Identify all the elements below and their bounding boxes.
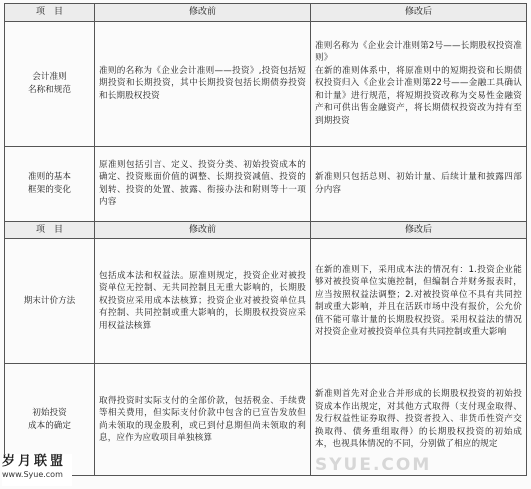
table-header-row — [5, 221, 527, 239]
comparison-table — [4, 3, 527, 476]
header-after: 修改后 — [311, 4, 527, 22]
table-row — [5, 364, 527, 476]
header-before: 修改前 — [95, 4, 311, 22]
row-label: 期末计价方法 — [5, 239, 95, 364]
logo-name: 岁月联盟 — [2, 454, 67, 469]
table-header-row — [5, 4, 527, 22]
header-after: 修改后 — [311, 221, 527, 239]
row-after: 在新的准则下，采用成本法的情况有：1.投资企业能够对被投资单位实施控制，但编制合并财务报表时，应当按照权益法调整；2.对被投资单位不具有共同控制或重大影响，并且在活跃市场中没有报价，公允价值不能可靠计量的长期股权投资。采用权益法的情况对投资企业对被投资单位具有共同控制或重大影响 — [311, 239, 527, 364]
row-before: 准则的名称为《企业会计准则——投资》,投资包括短期投资和长期投资，其中长期投资包括长期债券投资和长期股权投资 — [95, 21, 311, 146]
header-item: 项 目 — [5, 221, 95, 239]
row-label: 初始投资 成本的确定 — [5, 364, 95, 476]
row-label: 准则的基本 框架的变化 — [5, 146, 95, 221]
header-before: 修改前 — [95, 221, 311, 239]
row-before: 取得投资时实际支付的全部价款，包括税金、手续费等相关费用，但实际支付价款中包含的已宣告发放但尚未领取的现金股利，或已到付息期但尚未领取的利息，应作为应收项目单独核算 — [95, 364, 311, 476]
row-after: 准则名称为《企业会计准则第2号——长期股权投资准则》 在新的准则体系中，将原准则中的短期投资和长期债权投资归入《企业会计准则第22号——金融工具确认和计量》进行规范，将短期投资改称为交易性金融资产和可供出售金融资产，将长期债权投资改为持有至到期投资 — [311, 21, 527, 146]
table-row — [5, 21, 527, 146]
row-before: 原准则包括引言、定义、投资分类、初始投资成本的确定、投资账面价值的调整、长期投资减值、投资的划转、投资的处置、披露、衔接办法和附则等十一项内容 — [95, 146, 311, 221]
row-after: 新准则只包括总则、初始计量、后续计量和披露四部分内容 — [311, 146, 527, 221]
header-item: 项 目 — [5, 4, 95, 22]
row-after: 新准则首先对企业合并形成的长期股权投资的初始投资成本作出规定，对其他方式取得（支付现金取得、发行权益性证券取得、投资者投入、非货币性资产交换取得、债务重组取得）的长期股权投资的初始成本，也视具体情况的不同，分别做了相应的规定 — [311, 364, 527, 476]
table-row — [5, 146, 527, 221]
row-before: 包括成本法和权益法。原准则规定，投资企业对被投资单位无控制、无共同控制且无重大影响的，长期股权投资应采用成本法核算；投资企业对被投资单位具有控制、共同控制或重大影响的，长期股权投资应采用权益法核算 — [95, 239, 311, 364]
table-row — [5, 239, 527, 364]
row-label: 会计准则 名称和规范 — [5, 21, 95, 146]
site-logo — [2, 454, 72, 486]
logo-site: www.Syue.com — [2, 470, 63, 479]
watermark: SYUE.COM — [315, 455, 432, 475]
